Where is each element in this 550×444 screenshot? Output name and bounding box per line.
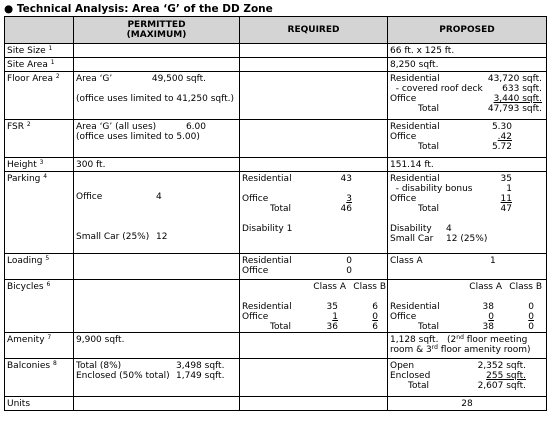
row-balconies: [5, 359, 547, 397]
page-title: ● Technical Analysis: Area ‘G’ of the DD Zone: [4, 3, 273, 15]
row-loading: [5, 254, 547, 280]
bicycles-label: Bicycles $^6$: [5, 280, 74, 333]
units-label: Units: [5, 397, 74, 411]
row-parking: [5, 172, 547, 254]
height-label: Height $^3$: [5, 158, 74, 172]
units-proposed: 28: [388, 397, 547, 411]
balconies-label: Balconies $^8$: [5, 359, 74, 397]
loading-proposed: Class A 1: [388, 254, 547, 280]
amenity-permitted: 9,900 sqft.: [74, 333, 240, 359]
site-size-proposed: 66 ft. x 125 ft.: [388, 44, 547, 58]
loading-required: Residential 0 Office 0: [240, 254, 388, 280]
header-row: [5, 17, 547, 44]
header-permitted-label: PERMITTED: [127, 20, 186, 30]
bicycles-proposed: Class A Class B Residential 38 0 Office 0 0 Total 38 0: [388, 280, 547, 333]
balconies-proposed: Open 2,352 sqft. Enclosed 255 sqft. Total 2,607 sqft.: [388, 359, 547, 397]
header-blank: [5, 17, 74, 44]
row-height: [5, 158, 547, 172]
height-proposed: 151.14 ft.: [388, 158, 547, 172]
parking-proposed: Residential 35 - disability bonus 1 Office 11 Total 47 Disability 4 Small Car 12 (25%): [388, 172, 547, 254]
row-bicycles: [5, 280, 547, 333]
parking-label: Parking $^4$: [5, 172, 74, 254]
amenity-proposed: 1,128 sqft. (2nd floor meeting room & 3rd floor amenity room): [388, 333, 547, 359]
row-units: [5, 397, 547, 411]
parking-required: Residential 43 Office 3 Total 46 Disability 1: [240, 172, 388, 254]
floor-area-label: Floor Area $^2$: [5, 72, 74, 120]
parking-permitted: Office 4 Small Car (25%) 12: [74, 172, 240, 254]
floor-area-permitted: Area ‘G’ 49,500 sqft. (office uses limited to 41,250 sqft.): [74, 72, 240, 120]
row-amenity: [5, 333, 547, 359]
fsr-proposed: Residential 5.30 Office .42 Total 5.72: [388, 120, 547, 158]
site-area-label: Site Area $^1$: [5, 58, 74, 72]
bicycles-required: Class A Class B Residential 35 6 Office 1 0 Total 36 6: [240, 280, 388, 333]
loading-label: Loading $^5$: [5, 254, 74, 280]
height-permitted: 300 ft.: [74, 158, 240, 172]
header-permitted-sub: (MAXIMUM): [126, 30, 187, 40]
technical-analysis-table: [4, 16, 547, 411]
row-floor-area: [5, 72, 547, 120]
fsr-label: FSR $^2$: [5, 120, 74, 158]
header-required: REQUIRED: [240, 17, 388, 44]
balconies-permitted: Total (8%) 3,498 sqft. Enclosed (50% total) 1,749 sqft.: [74, 359, 240, 397]
header-proposed: PROPOSED: [388, 17, 547, 44]
fsr-permitted: Area ‘G’ (all uses) 6.00 (office uses limited to 5.00): [74, 120, 240, 158]
row-fsr: [5, 120, 547, 158]
floor-area-proposed: Residential 43,720 sqft. - covered roof deck 633 sqft. Office 3,440 sqft. Total 47,793 sqft.: [388, 72, 547, 120]
site-size-label: Site Size $^1$: [5, 44, 74, 58]
amenity-label: Amenity $^7$: [5, 333, 74, 359]
header-permitted: [74, 17, 240, 44]
row-site-area: [5, 58, 547, 72]
row-site-size: [5, 44, 547, 58]
site-area-proposed: 8,250 sqft.: [388, 58, 547, 72]
